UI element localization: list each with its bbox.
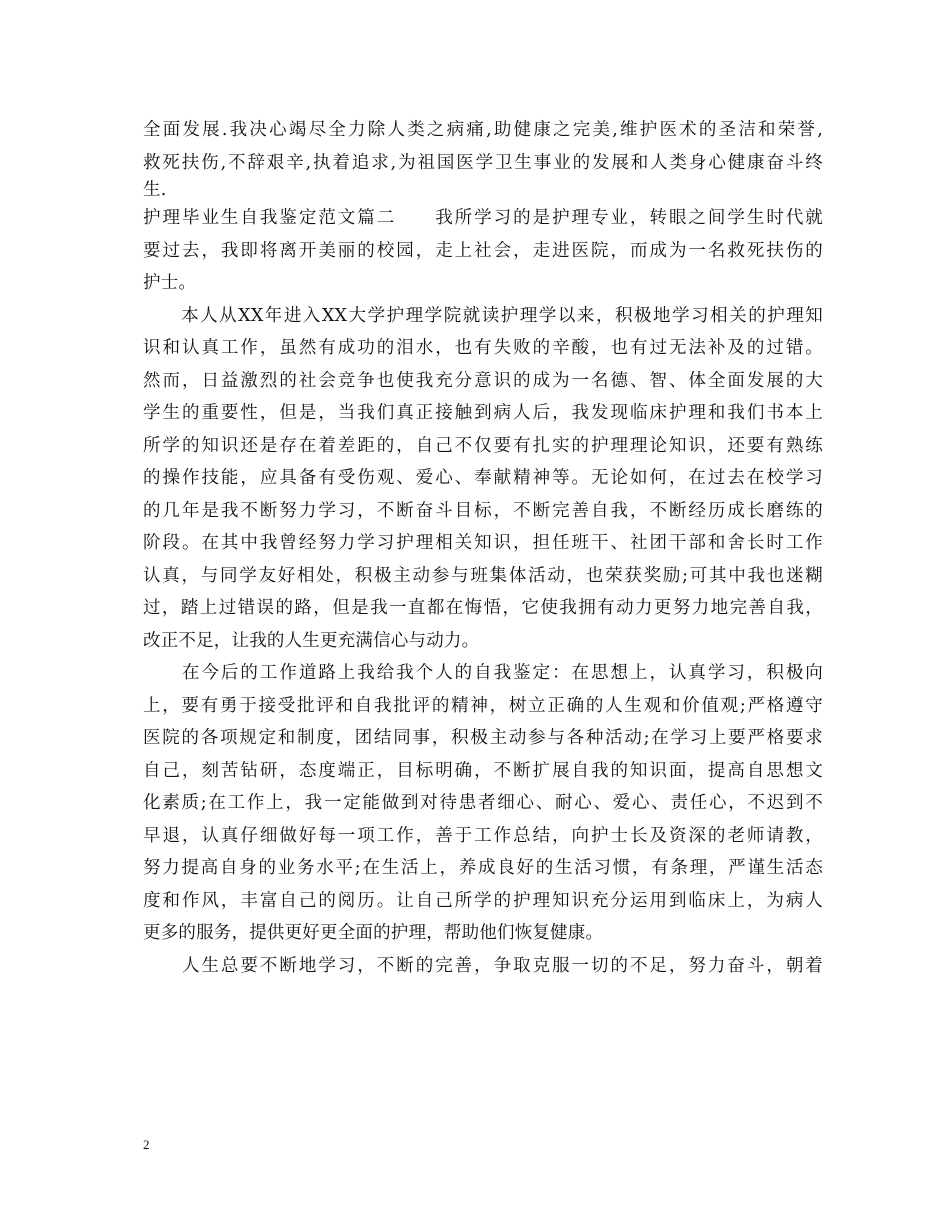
text-line: 学生的重要性，但是，当我们真正接触到病人后，我发现临床护理和我们书本上 bbox=[143, 403, 823, 423]
section-heading-line: 护理毕业生自我鉴定范文篇二 我所学习的是护理专业，转眼之间学生时代就 bbox=[143, 208, 823, 228]
text-line: 生. bbox=[143, 180, 167, 200]
text-line: 早退，认真仔细做好每一项工作，善于工作总结，向护士长及资深的老师请教， bbox=[143, 825, 823, 846]
text-line: 的操作技能，应具备有受伤观、爱心、奉献精神等。无论如何，在过去在校学习 bbox=[143, 468, 823, 488]
text-line: 识和认真工作，虽然有成功的泪水，也有失败的辛酸，也有过无法补及的过错。 bbox=[143, 338, 823, 358]
text-line: 更多的服务，提供更好更全面的护理，帮助他们恢复健康。 bbox=[143, 923, 604, 943]
paragraph-start-line: 本人从XX年进入XX大学护理学院就读护理学以来，积极地学习相关的护理知 bbox=[143, 305, 823, 326]
text-line: 阶段。在其中我曾经努力学习护理相关知识，担任班干、社团干部和舍长时工作 bbox=[143, 533, 823, 553]
page-number: 2 bbox=[143, 1137, 150, 1152]
paragraph-start-line: 在今后的工作道路上我给我个人的自我鉴定：在思想上，认真学习，积极向 bbox=[143, 663, 823, 683]
text-line: 过，踏上过错误的路，但是我一直都在悔悟，它使我拥有动力更努力地完善自我， bbox=[143, 598, 823, 618]
text-line: 自己，刻苦钻研，态度端正，目标明确，不断扩展自我的知识面，提高自思想文 bbox=[143, 760, 823, 781]
text-line: 护士。 bbox=[143, 273, 197, 293]
text-line: 认真，与同学友好相处，积极主动参与班集体活动，也荣获奖励;可其中我也迷糊 bbox=[143, 565, 823, 586]
text-line: 度和作风，丰富自己的阅历。让自己所学的护理知识充分运用到临床上，为病人 bbox=[143, 890, 823, 911]
paragraph-start-line: 人生总要不断地学习，不断的完善，争取克服一切的不足，努力奋斗，朝着 bbox=[143, 955, 823, 976]
text-line: 全面发展.我决心竭尽全力除人类之病痛,助健康之完美,维护医术的圣洁和荣誉, bbox=[143, 120, 823, 140]
text-line: 改正不足，让我的人生更充满信心与动力。 bbox=[143, 630, 480, 651]
text-line: 所学的知识还是存在着差距的，自己不仅要有扎实的护理理论知识，还要有熟练 bbox=[143, 435, 823, 456]
text-line: 要过去，我即将离开美丽的校园，走上社会，走进医院，而成为一名救死扶伤的 bbox=[143, 240, 823, 261]
text-line: 上，要有勇于接受批评和自我批评的精神，树立正确的人生观和价值观;严格遵守 bbox=[143, 695, 823, 716]
text-line: 努力提高自身的业务水平;在生活上，养成良好的生活习惯，有条理，严谨生活态 bbox=[143, 858, 823, 878]
text-line: 然而，日益激烈的社会竞争也使我充分意识的成为一名德、智、体全面发展的大 bbox=[143, 370, 823, 391]
text-line: 医院的各项规定和制度，团结同事，积极主动参与各种活动;在学习上要严格要求 bbox=[143, 728, 823, 748]
document-body bbox=[143, 114, 823, 982]
text-line: 救死扶伤,不辞艰辛,执着追求,为祖国医学卫生事业的发展和人类身心健康奋斗终 bbox=[143, 152, 823, 173]
text-line: 化素质;在工作上，我一定能做到对待患者细心、耐心、爱心、责任心，不迟到不 bbox=[143, 793, 823, 813]
text-line: 的几年是我不断努力学习，不断奋斗目标，不断完善自我，不断经历成长磨练的 bbox=[143, 500, 823, 521]
